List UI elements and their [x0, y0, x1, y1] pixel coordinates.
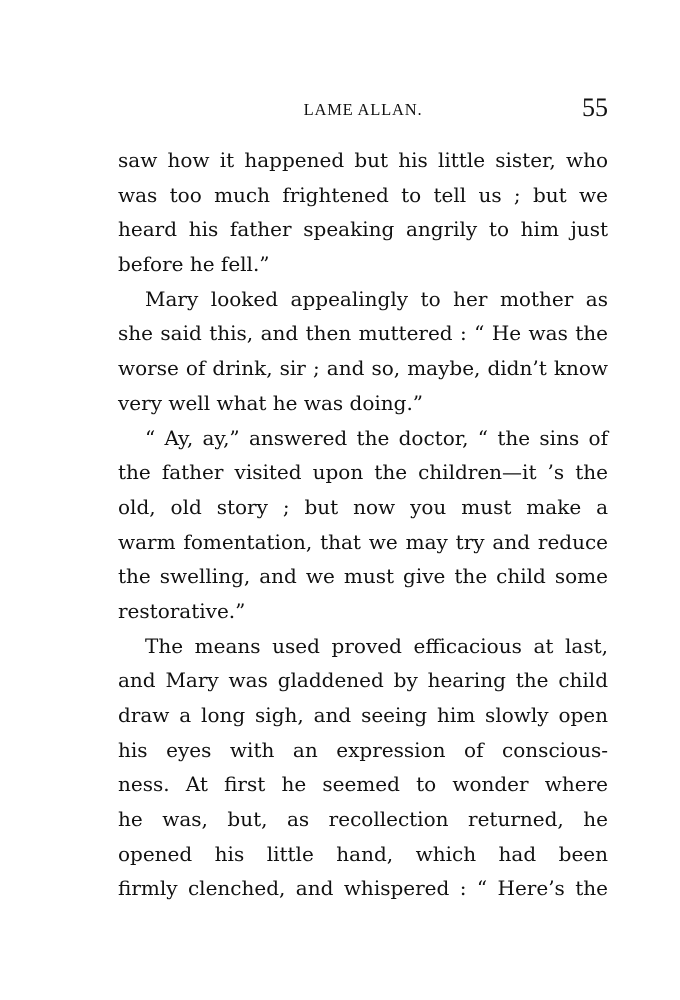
- paragraph: [118, 421, 608, 629]
- paragraph: [118, 282, 608, 421]
- text-line: worse of drink, sir ; and so, maybe, didn’t know: [118, 356, 608, 381]
- text-line: he was, but, as recollection returned, he: [118, 807, 608, 832]
- running-title: LAME ALLAN.: [303, 100, 423, 119]
- text-line: his eyes with an expression of conscious-: [118, 737, 608, 762]
- text-line: The means used proved efficacious at last,: [145, 633, 608, 658]
- text-line: was too much frightened to tell us ; but we: [118, 182, 608, 207]
- running-head: [118, 93, 608, 126]
- body-text: [118, 143, 608, 906]
- text-line: restorative.”: [118, 598, 246, 623]
- page-number: 55: [582, 93, 608, 122]
- text-line: old, old story ; but now you must make a: [118, 494, 608, 519]
- text-line: draw a long sigh, and seeing him slowly open: [118, 703, 608, 727]
- text-line: ness. At first he seemed to wonder where: [118, 772, 608, 797]
- text-line: Mary looked appealingly to her mother as: [145, 286, 608, 311]
- text-line: before he fell.”: [118, 252, 270, 277]
- text-line: firmly clenched, and whispered : “ Here’s the: [118, 876, 608, 901]
- text-line: she said this, and then muttered : “ He was the: [118, 321, 608, 346]
- text-line: heard his father speaking angrily to him just: [118, 217, 608, 242]
- text-line: the swelling, and we must give the child some: [118, 564, 608, 589]
- text-line: warm fomentation, that we may try and reduce: [118, 529, 608, 554]
- paragraph: [118, 143, 608, 282]
- text-line: saw how it happened but his little sister, who: [118, 148, 608, 172]
- text-line: the father visited upon the children—it ’s the: [118, 460, 608, 485]
- text-line: opened his little hand, which had been: [118, 841, 608, 866]
- text-line: and Mary was gladdened by hearing the child: [118, 668, 608, 693]
- text-line: very well what he was doing.”: [118, 390, 424, 415]
- text-line: “ Ay, ay,” answered the doctor, “ the sins of: [145, 425, 608, 450]
- paragraph: [118, 629, 608, 907]
